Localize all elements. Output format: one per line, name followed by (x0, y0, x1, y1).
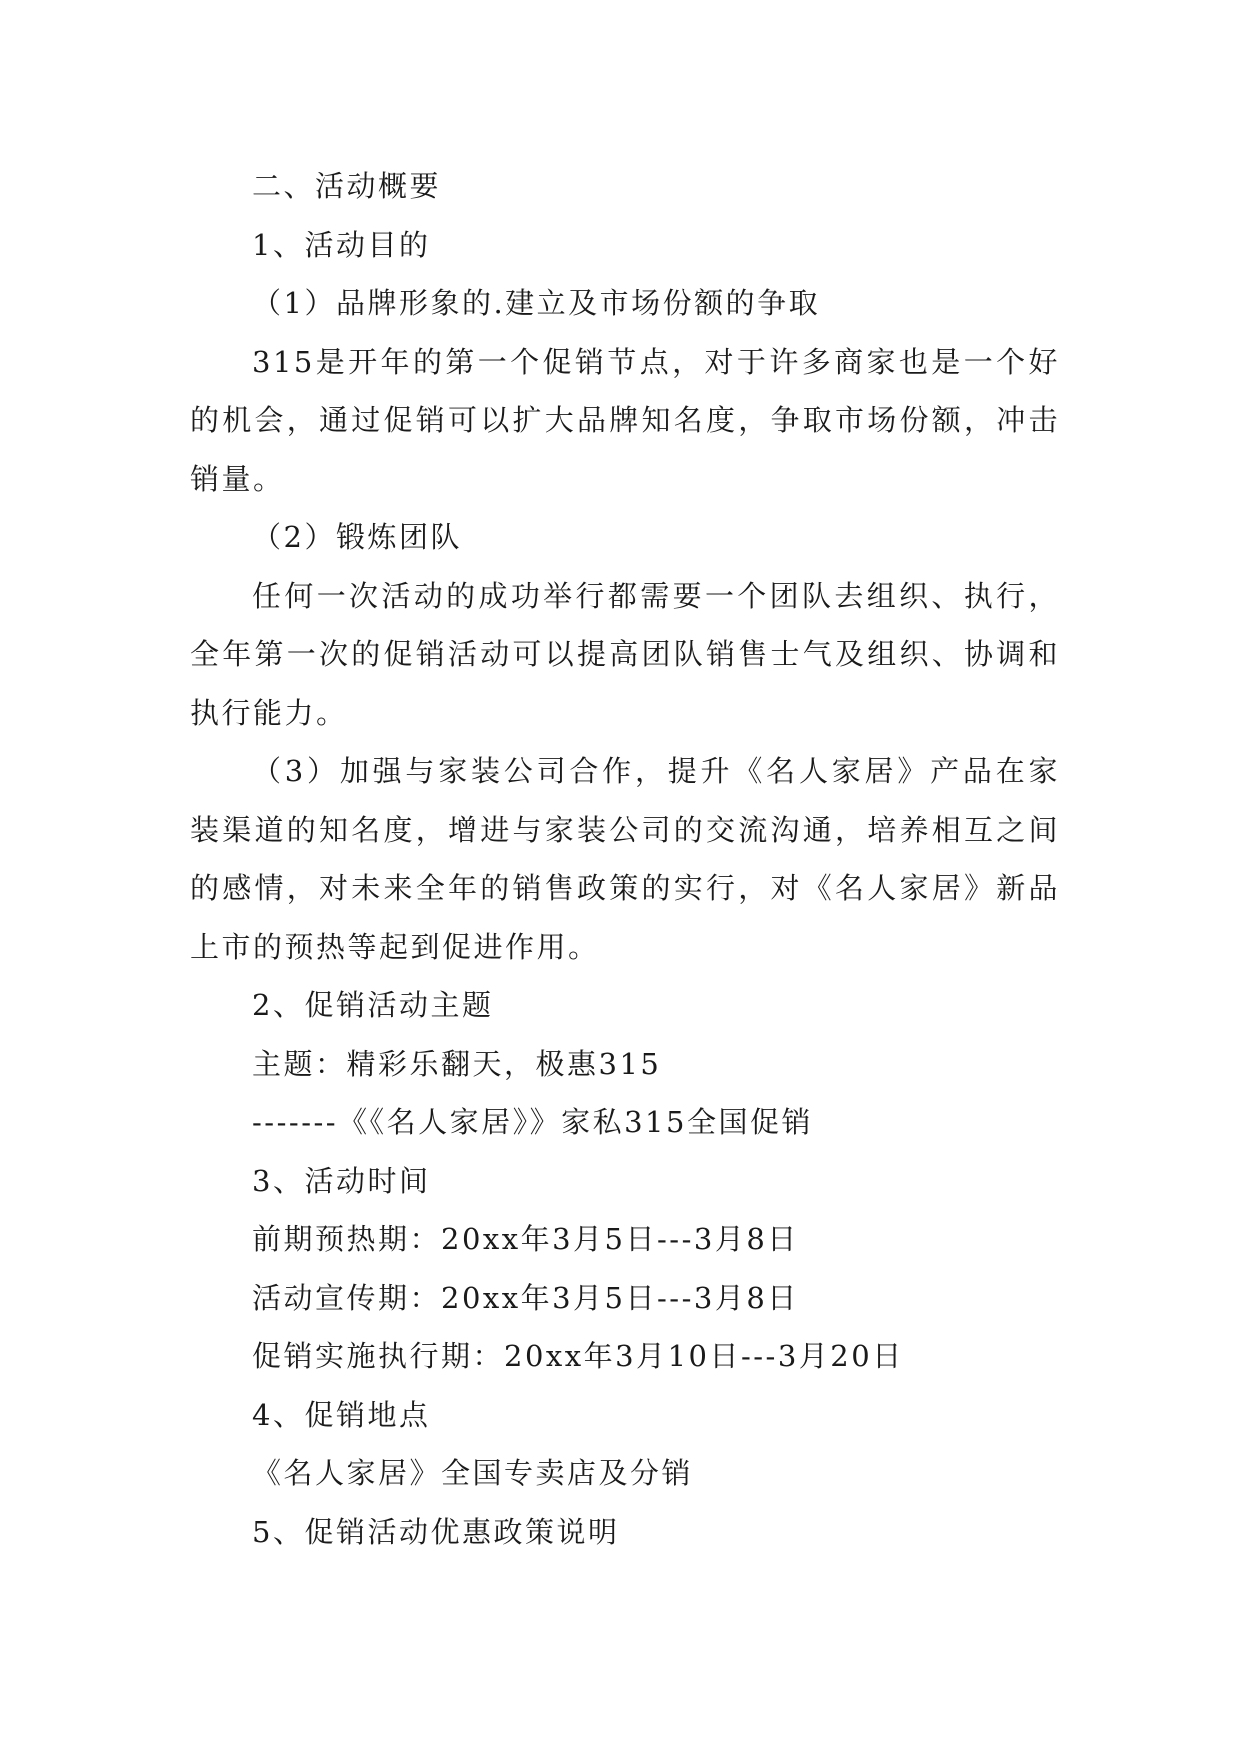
subheading-team-training: （2）锻炼团队 (252, 520, 462, 554)
heading-promo-location: 4、促销地点 (252, 1397, 431, 1432)
heading-promo-theme: 2、促销活动主题 (252, 988, 494, 1022)
subheading-brand-image: （1）品牌形象的.建立及市场份额的争取 (252, 286, 821, 320)
promo-theme-text: 主题：精彩乐翻天，极惠315 (252, 1046, 662, 1081)
heading-activity-purpose: 1、活动目的 (252, 227, 431, 262)
heading-promo-policy: 5、促销活动优惠政策说明 (252, 1514, 620, 1549)
time-publicity: 活动宣传期：20xx年3月5日---3月8日 (252, 1280, 799, 1315)
document-body (190, 157, 1060, 1561)
promo-theme-subtitle: -------《《名人家居》》家私315全国促销 (252, 1105, 813, 1139)
time-preheat: 前期预热期：20xx年3月5日---3月8日 (252, 1222, 799, 1256)
paragraph-cooperation: （3）加强与家装公司合作，提升《名人家居》产品在家装渠道的知名度，增进与家装公司的交流沟通，培养相互之间的感情，对未来全年的销售政策的实行，对《名人家居》新品上市的预热等起到促进作用。 (190, 754, 1060, 964)
section-heading: 二、活动概要 (252, 169, 442, 203)
paragraph-team: 任何一次活动的成功举行都需要一个团队去组织、执行，全年第一次的促销活动可以提高团队销售士气及组织、协调和执行能力。 (190, 578, 1060, 730)
paragraph-315-node: 315是开年的第一个促销节点，对于许多商家也是一个好的机会，通过促销可以扩大品牌知名度，争取市场份额，冲击销量。 (190, 344, 1060, 496)
promo-location-text: 《名人家居》全国专卖店及分销 (252, 1456, 694, 1490)
time-execution: 促销实施执行期：20xx年3月10日---3月20日 (252, 1339, 904, 1373)
heading-activity-time: 3、活动时间 (252, 1163, 431, 1198)
